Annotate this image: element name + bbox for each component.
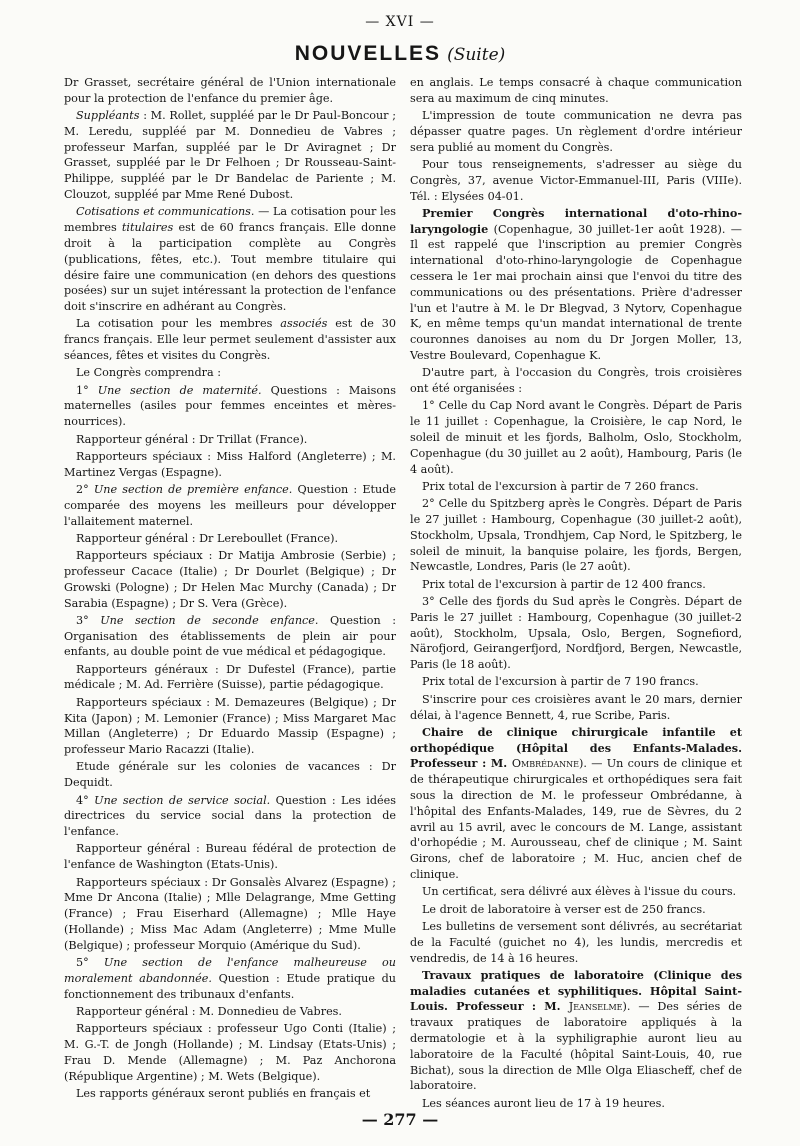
paragraph — [410, 365, 742, 397]
text-run: titulaires — [121, 221, 174, 235]
text-run: Le Congrès comprendra : — [76, 366, 221, 380]
paragraph — [64, 531, 396, 547]
right-column — [410, 75, 742, 1113]
text-run: Les rapports généraux seront publiés en français et — [76, 1086, 371, 1100]
text-run: 5° — [76, 956, 104, 970]
paragraph — [64, 759, 396, 791]
paragraph — [64, 1021, 396, 1084]
text-run: Chaire de clinique chirurgicale infantile et orthopédique (Hôpital des Enfants-Malades. Professeur : M. — [410, 724, 742, 771]
text-run: Question : Etude pratique du fonctionnement des tribunaux d'enfants. — [64, 971, 397, 1001]
text-run: — La cotisation pour les membres — [64, 205, 396, 235]
text-run: Les bulletins de versement sont délivrés, au secrétariat de la Faculté (guichet no 4), les lundis, mercredis et vendredis, de 14 à 16 heures. — [410, 919, 742, 965]
paragraph — [64, 662, 396, 694]
text-run: 1° — [76, 383, 98, 397]
paragraph — [64, 613, 396, 660]
text-run: Rapporteur général : Bureau fédéral de protection de l'enfance de Washington (Etats-Unis). — [64, 842, 396, 872]
text-run: Rapporteur général : Dr Lereboullet (France). — [76, 531, 339, 545]
paragraph — [64, 1086, 396, 1102]
text-run: Question : Les idées directrices du service social dans la protection de l'enfance. — [64, 793, 396, 839]
text-run: : M. Rollet, suppléé par le Dr Paul-Boncour ; M. Leredu, suppléé par M. Donnedieu de Vabres ; professeur Marfan, suppléé par le Dr Aviragnet ; Dr Grasset, suppléé par le Dr Felhoen ; Dr Rousseau-Saint-Philippe, suppléé par le Dr Bandelac de Pariente ; M. Clouzot, suppléé par Mme René Dubost. — [64, 109, 396, 202]
text-run: ). — Un cours de clinique et de thérapeutique chirurgicales et orthopédiques sera fait sous la direction de M. le professeur Ombrédanne, à l'hôpital des Enfants-Malades, 149, rue de Sèvres, du 2 avril au 15 avril, avec le concours de M. Lange, assistant d'orhopédie ; M. Aurousseau, chef de clinique ; M. Saint Girons, chef de laboratoire ; M. Huc, ancien chef de clinique. — [410, 757, 742, 882]
paragraph — [64, 383, 396, 430]
paragraph — [64, 108, 396, 203]
bottom-page-number: — 277 — — [361, 1110, 439, 1129]
paragraph — [410, 577, 742, 593]
text-run: Ombrédanne — [511, 757, 579, 771]
paragraph — [64, 955, 396, 1002]
text-run: 3° — [76, 613, 101, 627]
paragraph — [410, 674, 742, 690]
text-run: 1° Celle du Cap Nord avant le Congrès. Départ de Paris le 11 juillet : Copenhague, la Croisière, le cap Nord, le soleil de minuit et les fjords, Balholm, Oslo, Stockholm, Copenhague (du 30 juillet au 2 août), Hambourg, Paris (le 4 août). — [410, 399, 742, 476]
paragraph — [410, 75, 742, 107]
paragraph — [410, 725, 742, 883]
text-run: Rapporteur général : Dr Trillat (France). — [76, 432, 308, 446]
paragraph — [64, 449, 396, 481]
paragraph — [64, 548, 396, 611]
text-run: 2° Celle du Spitzberg après le Congrès. Départ de Paris le 27 juillet : Hambourg, Copenhague (30 juillet-2 août), Stockholm, Upsala, Trondhjem, Cap Nord, le Spitzberg, le soleil de minuit, la banquise polaire, les fjords, Bergen, Newcastle, Londres, Paris (le 27 août). — [410, 497, 742, 574]
text-run: Prix total de l'excursion à partir de 7 260 francs. — [422, 479, 699, 493]
paragraph — [410, 206, 742, 364]
left-column — [64, 75, 396, 1103]
paragraph — [410, 919, 742, 966]
text-run: Prix total de l'excursion à partir de 12 400 francs. — [422, 577, 706, 591]
text-run: La cotisation pour les membres — [76, 317, 281, 331]
text-run: est de 30 francs français. Elle leur permet seulement d'assister aux séances, fêtes et visites du Congrès. — [64, 317, 396, 363]
top-page-number: — XVI — — [365, 14, 435, 30]
text-run: L'impression de toute communication ne devra pas dépasser quatre pages. Un règlement d'ordre intérieur sera publié au moment du Congrès. — [410, 109, 742, 154]
text-run: est de 60 francs français. Elle donne droit à la participation complète au Congrès (publications, fêtes, etc.). Tout membre titulaire qui désire faire une communication (en dehors des questions posées) sur un sujet intéressant la protection de l'enfance doit s'inscrire en adhérant au Congrès. — [64, 221, 397, 314]
text-run: Rapporteurs généraux : Dr Dufestel (France), partie médicale ; M. Ad. Ferrière (Suisse), partie pédagogique. — [64, 662, 396, 692]
paragraph — [64, 204, 396, 315]
text-run: associés — [280, 317, 328, 331]
text-run: Rapporteurs spéciaux : Dr Gonsalès Alvarez (Espagne) ; Mme Dr Ancona (Italie) ; Mlle Delagrange, Mme Getting (France) ; Frau Eiserhard (Allemagne) ; Mlle Haye (Hollande) ; Miss Mac Adam (Angleterre) ; Mme Mulle (Belgique) ; professeur Morquio (Amérique du Sud). — [64, 875, 396, 952]
text-run: ). — Des séries de travaux pratiques de laboratoire appliqués à la dermatologie et à la syphiligraphie auront lieu au laboratoire de la Faculté (hôpital Saint-Louis, 40, rue Bichat), sous la direction de Mlle Olga Eliascheff, chef de laboratoire. — [410, 1000, 742, 1093]
text-run: Prix total de l'excursion à partir de 7 190 francs. — [422, 675, 699, 689]
text-run: Rapporteurs spéciaux : M. Demazeures (Belgique) ; Dr Kita (Japon) ; M. Lemonier (France) ; Miss Margaret Mac Millan (Angleterre) ; Dr Eduardo Massip (Espagne) ; professeur Mario Racazzi (Italie). — [64, 695, 396, 757]
paragraph — [64, 75, 396, 107]
paragraph — [410, 479, 742, 495]
text-run: Les séances auront lieu de 17 à 19 heures. — [422, 1096, 665, 1110]
text-run: Le droit de laboratoire à verser est de 250 francs. — [422, 902, 706, 916]
paragraph — [410, 884, 742, 900]
paragraph — [410, 902, 742, 918]
text-run: Rapporteurs spéciaux : Miss Halford (Angleterre) ; M. Martinez Vergas (Espagne). — [64, 449, 396, 479]
text-run: Pour tous renseignements, s'adresser au siège du Congrès, 37, avenue Victor-Emmanuel-III, Paris (VIIIe). Tél. : Elysées 04-01. — [410, 157, 742, 203]
text-run: Question : Etude comparée des moyens les meilleurs pour développer l'allaitement maternel. — [64, 482, 396, 528]
section-title: NOUVELLES — [294, 42, 442, 65]
text-run: Une section de service social. — [94, 793, 271, 807]
paragraph — [64, 841, 396, 873]
text-run: Jeanselme — [568, 1000, 623, 1014]
text-run: Dr Grasset, secrétaire général de l'Union internationale pour la protection de l'enfance du premier âge. — [64, 76, 396, 105]
paragraph — [64, 793, 396, 840]
paragraph — [64, 875, 396, 954]
paragraph — [410, 398, 742, 477]
section-header — [0, 42, 800, 66]
text-run: Rapporteurs spéciaux : Dr Matija Ambrosie (Serbie) ; professeur Cacace (Italie) ; Dr Dourlet (Belgique) ; Dr Growski (Pologne) ; Dr Helen Mac Murchy (Canada) ; Dr Sarabia (Espagne) ; Dr S. Vera (Grèce). — [64, 549, 396, 610]
text-run: 3° Celle des fjords du Sud après le Congrès. Départ de Paris le 27 juillet : Hambourg, Copenhague (30 juillet-2 août), Stockholm, Upsala, Oslo, Bergen, Sognefiord, Närofjord, Geirangerfjord, Nordfjord, Bergen, Newcastle, Paris (le 18 août). — [410, 595, 742, 672]
text-run: Une section de maternité. — [97, 383, 262, 397]
text-run: Rapporteur général : M. Donnedieu de Vabres. — [76, 1004, 342, 1018]
paragraph — [410, 692, 742, 724]
text-run: (Copenhague, 30 juillet-1er août 1928). — Il est rappelé que l'inscription au premier Congrès international d'oto-rhino-laryngologie de Copenhague cessera le 1er mai prochain ainsi que l'envoi du titre des communications ou des présentations. Prière d'adresser l'un et l'autre à M. le Dr Blegvad, 3 Nytorv, Copenhague K, en même temps qu'un mandat international de trente couronnes danoises au nom du Dr Jorgen Moller, 13, Vestre Boulevard, Copenhague K. — [410, 222, 742, 363]
paragraph — [64, 365, 396, 381]
paragraph — [410, 594, 742, 673]
text-run: Premier Congrès international d'oto-rhino-laryngologie — [410, 205, 742, 236]
text-run: 2° — [76, 482, 94, 496]
text-run: Rapporteurs spéciaux : professeur Ugo Conti (Italie) ; M. G.-T. de Jongh (Hollande) ; M. Lindsay (Etats-Unis) ; Frau D. Mende (Allemagne) ; M. Paz Anchorona (République Argentine) ; M. Wets (Belgique). — [64, 1022, 396, 1083]
text-run: Travaux pratiques de laboratoire (Clinique des maladies cutanées et syphilitiques. Hôpital Saint-Louis. Professeur : M. — [410, 967, 742, 1014]
paragraph — [64, 1004, 396, 1020]
paragraph — [64, 316, 396, 363]
paragraph — [64, 432, 396, 448]
text-run: 4° — [76, 793, 95, 807]
text-run: Question : Organisation des établissements de plein air pour enfants, au double point de vue médical et pédagogique. — [64, 613, 396, 659]
text-run: en anglais. Le temps consacré à chaque communication sera au maximum de cinq minutes. — [410, 76, 742, 105]
paragraph — [64, 482, 396, 529]
text-run: Un certificat, sera délivré aux élèves à l'issue du cours. — [422, 885, 737, 899]
text-run: Suppléants — [76, 109, 140, 123]
paragraph — [410, 157, 742, 204]
section-subtitle: (Suite) — [447, 45, 506, 65]
text-run: Questions : Maisons maternelles (asiles pour femmes enceintes et mères-nourrices). — [64, 383, 397, 429]
text-run: Une section de première enfance. — [93, 482, 293, 496]
text-run: Une section de seconde enfance. — [100, 613, 319, 627]
text-run: Cotisations et communications. — [76, 205, 255, 219]
text-run: Une section de l'enfance malheureuse ou moralement abandonnée. — [64, 956, 396, 985]
text-run: D'autre part, à l'occasion du Congrès, trois croisières ont été organisées : — [410, 366, 742, 396]
paragraph — [410, 496, 742, 575]
text-run: S'inscrire pour ces croisières avant le 20 mars, dernier délai, à l'agence Bennett, 4, rue Scribe, Paris. — [410, 692, 742, 722]
paragraph — [64, 695, 396, 758]
paragraph — [410, 108, 742, 155]
text-run: Etude générale sur les colonies de vacances : Dr Dequidt. — [64, 760, 396, 790]
paragraph — [410, 968, 742, 1094]
